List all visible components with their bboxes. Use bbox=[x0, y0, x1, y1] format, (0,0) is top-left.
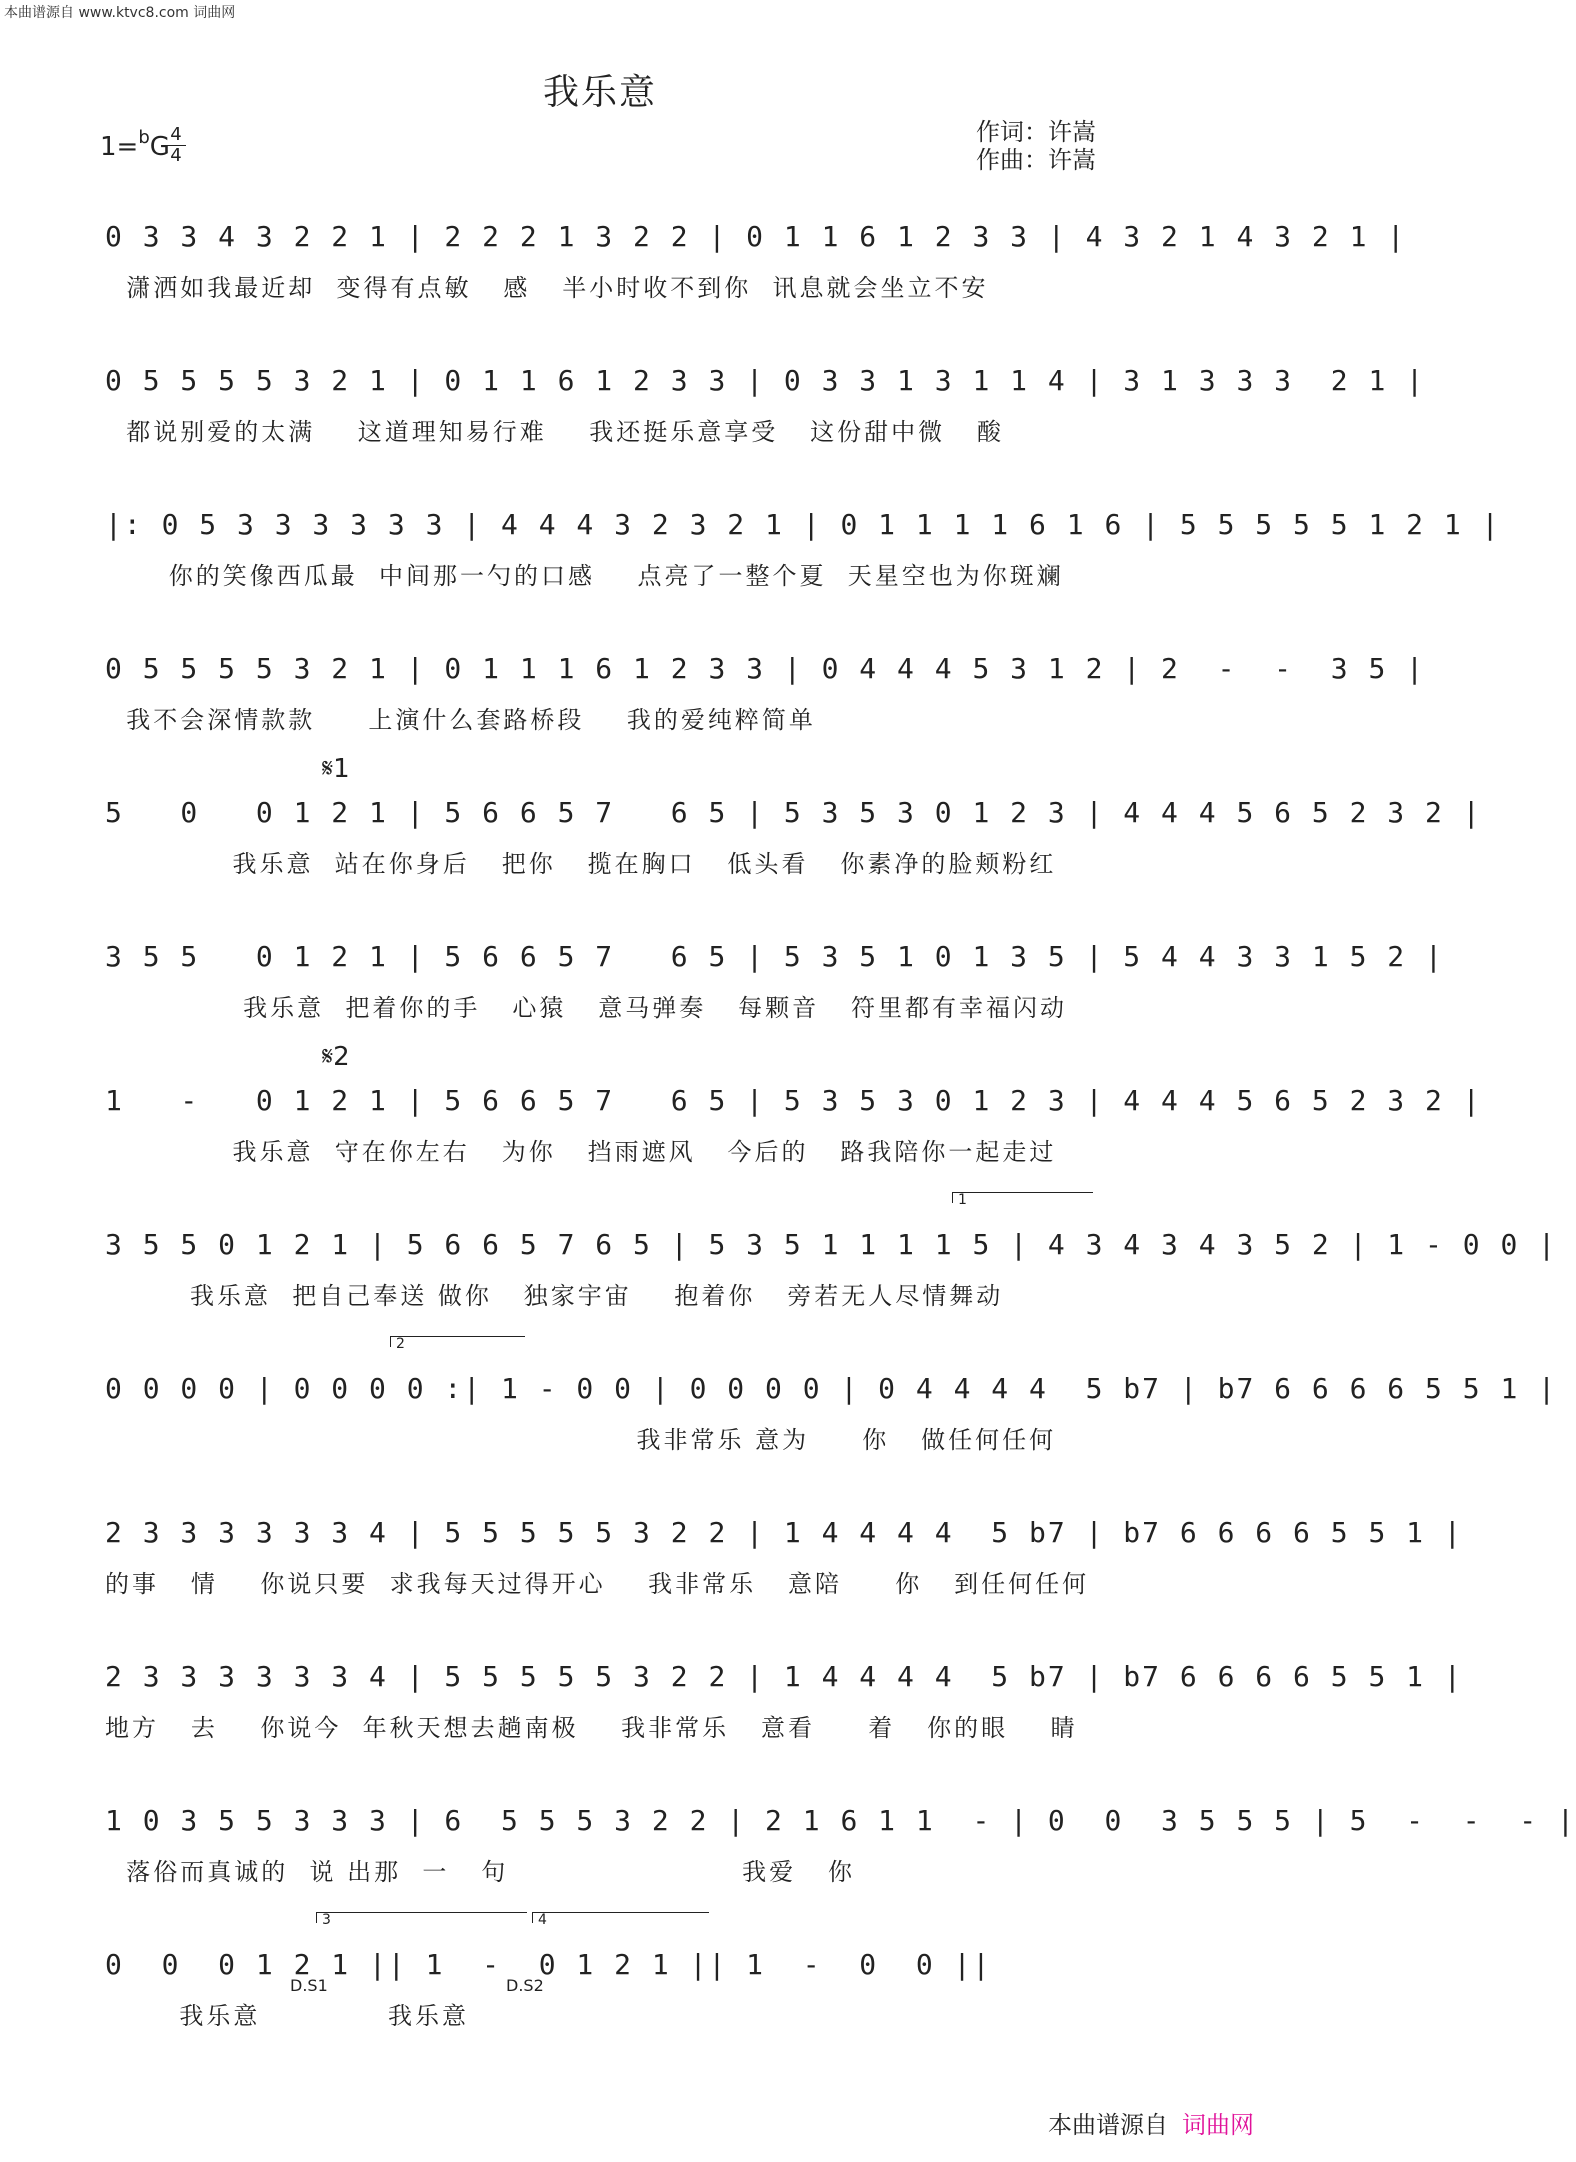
score-system bbox=[0, 344, 1426, 464]
score-system bbox=[0, 1064, 1482, 1184]
notation-line: 1 0 3 5 5 3 3 3 | 6 5 5 5 3 2 2 | 2 1 6 1 1 - | 0 0 3 5 5 5 | 5 - - - | bbox=[105, 1804, 1576, 1837]
ending-number: 1 bbox=[958, 1192, 967, 1208]
lyric-line: 都说别爱的太满 这道理知易行难 我还挺乐意享受 这份甜中微 酸 bbox=[105, 418, 1005, 446]
score-system bbox=[0, 200, 1407, 320]
lyric-line: 落俗而真诚的 说 出那 一 句 我爱 你 bbox=[105, 1858, 856, 1886]
lyric-line: 我乐意 站在你身后 把你 揽在胸口 低头看 你素净的脸颊粉红 bbox=[105, 850, 1057, 878]
notation-line: 3 5 5 0 1 2 1 | 5 6 6 5 7 6 5 | 5 3 5 1 1 1 1 5 | 4 3 4 3 4 3 5 2 | 1 - 0 0 | bbox=[105, 1228, 1558, 1261]
score-system bbox=[0, 776, 1482, 896]
lyric-line: 地方 去 你说今 年秋天想去趟南极 我非常乐 意看 着 你的眼 睛 bbox=[105, 1714, 1078, 1742]
ending-bracket bbox=[390, 1336, 525, 1347]
footer-source-text: 本曲谱源自 bbox=[1048, 2111, 1168, 2139]
score-system bbox=[0, 1352, 1558, 1472]
lyric-line: 我乐意 守在你左右 为你 挡雨遮风 今后的 路我陪你一起走过 bbox=[105, 1138, 1057, 1166]
segno-mark: 𝄋2 bbox=[322, 1042, 350, 1072]
song-title: 我乐意 bbox=[542, 72, 657, 113]
score-system bbox=[0, 920, 1444, 1040]
notation-line: 0 5 5 5 5 3 2 1 | 0 1 1 6 1 2 3 3 | 0 3 3 1 3 1 1 4 | 3 1 3 3 3 2 1 | bbox=[105, 364, 1426, 397]
top-watermark: 本曲谱源自 www.ktvc8.com 词曲网 bbox=[4, 5, 236, 21]
lyricist-credit: 作词：许嵩 bbox=[976, 118, 1096, 146]
score-system bbox=[0, 1928, 1200, 2048]
lyric-line: 潇洒如我最近却 变得有点敏 感 半小时收不到你 讯息就会坐立不安 bbox=[105, 274, 989, 302]
ending-bracket bbox=[952, 1192, 1093, 1203]
segno-mark: 𝄋1 bbox=[322, 754, 350, 784]
ds-mark: D.S1 bbox=[290, 1976, 328, 1995]
lyric-line: 我非常乐 意为 你 做任何任何 bbox=[105, 1426, 1057, 1454]
notation-line: 0 3 3 4 3 2 2 1 | 2 2 2 1 3 2 2 | 0 1 1 6 1 2 3 3 | 4 3 2 1 4 3 2 1 | bbox=[105, 220, 1407, 253]
score-system bbox=[0, 488, 1501, 608]
notation-line: 0 0 0 1 2 1 || 1 - 0 1 2 1 || 1 - 0 0 || bbox=[105, 1948, 992, 1981]
notation-line: 1 - 0 1 2 1 | 5 6 6 5 7 6 5 | 5 3 5 3 0 1 2 3 | 4 4 4 5 6 5 2 3 2 | bbox=[105, 1084, 1482, 1117]
ending-bracket bbox=[316, 1912, 527, 1923]
score-system bbox=[0, 1208, 1558, 1328]
key-signature: 1=$^b$G bbox=[100, 127, 170, 162]
ending-bracket bbox=[532, 1912, 709, 1923]
notation-line: 2 3 3 3 3 3 3 4 | 5 5 5 5 5 3 2 2 | 1 4 4 4 4 5 b7 | b7 6 6 6 6 5 5 1 | bbox=[105, 1516, 1463, 1549]
score-system bbox=[0, 1784, 1576, 1904]
lyric-line: 我乐意 我乐意 bbox=[105, 2002, 469, 2030]
score-system bbox=[0, 632, 1426, 752]
ending-number: 4 bbox=[538, 1912, 547, 1928]
lyric-line: 我不会深情款款 上演什么套路桥段 我的爱纯粹简单 bbox=[105, 706, 816, 734]
footer-attribution bbox=[1048, 2105, 1254, 2140]
notation-line: 2 3 3 3 3 3 3 4 | 5 5 5 5 5 3 2 2 | 1 4 4 4 4 5 b7 | b7 6 6 6 6 5 5 1 | bbox=[105, 1660, 1463, 1693]
composer-credit: 作曲：许嵩 bbox=[976, 146, 1096, 174]
ds-mark: D.S2 bbox=[506, 1976, 544, 1995]
ending-number: 2 bbox=[396, 1336, 405, 1352]
time-signature: 4 4 bbox=[166, 126, 186, 165]
notation-line: 0 5 5 5 5 3 2 1 | 0 1 1 1 6 1 2 3 3 | 0 4 4 4 5 3 1 2 | 2 - - 3 5 | bbox=[105, 652, 1426, 685]
lyric-line: 的事 情 你说只要 求我每天过得开心 我非常乐 意陪 你 到任何任何 bbox=[105, 1570, 1090, 1598]
ending-number: 3 bbox=[322, 1912, 331, 1928]
notation-line: 0 0 0 0 | 0 0 0 0 :| 1 - 0 0 | 0 0 0 0 | 0 4 4 4 4 5 b7 | b7 6 6 6 6 5 5 1 | bbox=[105, 1372, 1558, 1405]
lyric-line: 我乐意 把着你的手 心猿 意马弹奏 每颗音 符里都有幸福闪动 bbox=[105, 994, 1067, 1022]
lyric-line: 你的笑像西瓜最 中间那一勺的口感 点亮了一整个夏 天星空也为你斑斓 bbox=[105, 562, 1064, 590]
notation-line: 5 0 0 1 2 1 | 5 6 6 5 7 6 5 | 5 3 5 3 0 1 2 3 | 4 4 4 5 6 5 2 3 2 | bbox=[105, 796, 1482, 829]
notation-line: 3 5 5 0 1 2 1 | 5 6 6 5 7 6 5 | 5 3 5 1 0 1 3 5 | 5 4 4 3 3 1 5 2 | bbox=[105, 940, 1444, 973]
score-system bbox=[0, 1496, 1463, 1616]
score-system bbox=[0, 1640, 1463, 1760]
notation-line: |: 0 5 3 3 3 3 3 3 | 4 4 4 3 2 3 2 1 | 0 1 1 1 1 6 1 6 | 5 5 5 5 5 1 2 1 | bbox=[105, 508, 1501, 541]
lyric-line: 我乐意 把自己奉送 做你 独家宇宙 抱着你 旁若无人尽情舞动 bbox=[105, 1282, 1004, 1310]
credits bbox=[976, 118, 1096, 174]
footer-site-link[interactable]: 词曲网 bbox=[1182, 2111, 1254, 2139]
